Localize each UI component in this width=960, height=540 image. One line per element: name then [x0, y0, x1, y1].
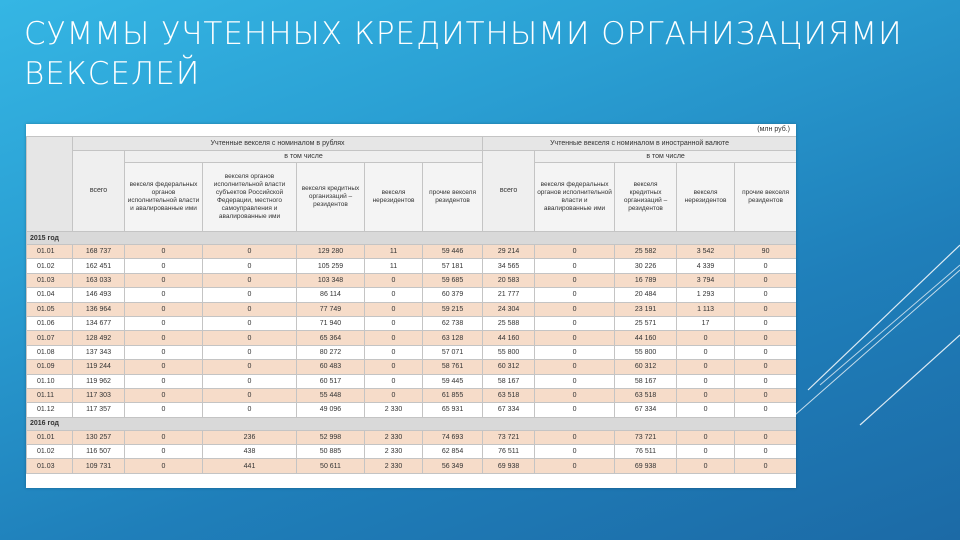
table-cell: 0	[203, 388, 297, 402]
table-row	[27, 360, 797, 374]
row-date-cell: 01.09	[27, 360, 73, 374]
col-header-credit-rub: векселя кредитных организаций – резидентов	[297, 163, 365, 232]
row-date-cell: 01.02	[27, 259, 73, 273]
table-cell: 4 339	[677, 259, 735, 273]
col-header-total-rub: всего	[73, 151, 125, 232]
group-header-rub: Учтенные векселя с номиналом в рублях	[73, 137, 483, 151]
col-header-credit-fx: векселя кредитных организаций – резидентов	[615, 163, 677, 232]
table-cell: 0	[203, 374, 297, 388]
table-cell: 58 167	[483, 374, 535, 388]
table-cell: 162 451	[73, 259, 125, 273]
table-cell: 60 517	[297, 374, 365, 388]
table-cell: 136 964	[73, 302, 125, 316]
table-cell: 0	[735, 445, 796, 459]
table-row	[27, 374, 797, 388]
table-cell: 0	[125, 388, 203, 402]
table-cell: 0	[125, 316, 203, 330]
table-row	[27, 288, 797, 302]
table-cell: 2 330	[365, 430, 423, 444]
table-cell: 0	[125, 430, 203, 444]
table-cell: 129 280	[297, 245, 365, 259]
table-cell: 0	[125, 302, 203, 316]
table-cell: 0	[365, 316, 423, 330]
table-cell: 73 721	[615, 430, 677, 444]
table-cell: 49 096	[297, 403, 365, 417]
table-cell: 0	[125, 445, 203, 459]
table-cell: 0	[735, 388, 796, 402]
table-cell: 0	[535, 459, 615, 473]
table-cell: 50 611	[297, 459, 365, 473]
table-cell: 0	[677, 360, 735, 374]
table-cell: 0	[535, 245, 615, 259]
table-cell: 168 737	[73, 245, 125, 259]
table-cell: 0	[125, 331, 203, 345]
table-cell: 11	[365, 245, 423, 259]
table-cell: 0	[125, 245, 203, 259]
including-header-rub: в том числе	[125, 151, 483, 163]
table-cell: 25 582	[615, 245, 677, 259]
table-cell: 441	[203, 459, 297, 473]
table-row	[27, 331, 797, 345]
table-cell: 1 113	[677, 302, 735, 316]
table-cell: 130 257	[73, 430, 125, 444]
table-cell: 0	[735, 331, 796, 345]
table-cell: 0	[735, 459, 796, 473]
table-cell: 65 931	[423, 403, 483, 417]
table-cell: 52 998	[297, 430, 365, 444]
slide-title-line-1: СУММЫ УЧТЕННЫХ КРЕДИТНЫМИ ОРГАНИЗАЦИЯМИ	[24, 16, 903, 52]
col-header-other-rub: прочие векселя резидентов	[423, 163, 483, 232]
table-cell: 0	[535, 259, 615, 273]
table-cell: 0	[203, 345, 297, 359]
table-cell: 146 493	[73, 288, 125, 302]
slide-title-line-2: ВЕКСЕЛЕЙ	[24, 56, 201, 92]
table-cell: 25 571	[615, 316, 677, 330]
table-cell: 59 445	[423, 374, 483, 388]
table-cell: 0	[203, 316, 297, 330]
table-cell: 76 511	[615, 445, 677, 459]
table-cell: 86 114	[297, 288, 365, 302]
table-cell: 137 343	[73, 345, 125, 359]
table-cell: 128 492	[73, 331, 125, 345]
year-label: 2015 год	[27, 232, 797, 245]
year-row	[27, 417, 797, 430]
row-date-cell: 01.01	[27, 430, 73, 444]
table-row	[27, 388, 797, 402]
table-cell: 105 259	[297, 259, 365, 273]
table-cell: 71 940	[297, 316, 365, 330]
col-header-other-fx: прочие векселя резидентов	[735, 163, 796, 232]
table-cell: 34 565	[483, 259, 535, 273]
table-cell: 0	[125, 374, 203, 388]
table-cell: 63 128	[423, 331, 483, 345]
row-date-cell: 01.02	[27, 445, 73, 459]
col-header-fed-fx: векселя федеральных органов исполнительной власти и авалированные ими	[535, 163, 615, 232]
table-cell: 0	[365, 273, 423, 287]
row-date-cell: 01.07	[27, 331, 73, 345]
col-header-nonres-fx: векселя нерезидентов	[677, 163, 735, 232]
table-cell: 0	[535, 302, 615, 316]
table-cell: 0	[535, 331, 615, 345]
table-row	[27, 273, 797, 287]
table-cell: 67 334	[615, 403, 677, 417]
table-cell: 119 244	[73, 360, 125, 374]
table-row	[27, 459, 797, 473]
row-date-cell: 01.04	[27, 288, 73, 302]
year-row	[27, 232, 797, 245]
table-cell: 0	[125, 459, 203, 473]
table-cell: 103 348	[297, 273, 365, 287]
table-cell: 16 789	[615, 273, 677, 287]
table-cell: 55 800	[483, 345, 535, 359]
table-cell: 0	[203, 288, 297, 302]
table-cell: 116 507	[73, 445, 125, 459]
row-date-cell: 01.10	[27, 374, 73, 388]
table-cell: 1 293	[677, 288, 735, 302]
col-header-total-fx: всего	[483, 151, 535, 232]
table-cell: 0	[677, 430, 735, 444]
table-cell: 21 777	[483, 288, 535, 302]
table-row	[27, 345, 797, 359]
table-cell: 69 938	[615, 459, 677, 473]
table-cell: 20 583	[483, 273, 535, 287]
table-cell: 134 677	[73, 316, 125, 330]
table-cell: 0	[365, 360, 423, 374]
table-cell: 55 800	[615, 345, 677, 359]
table-cell: 0	[535, 345, 615, 359]
table-cell: 0	[125, 259, 203, 273]
table-cell: 0	[735, 316, 796, 330]
table-cell: 2 330	[365, 445, 423, 459]
row-date-cell: 01.08	[27, 345, 73, 359]
row-date-cell: 01.12	[27, 403, 73, 417]
table-cell: 0	[125, 288, 203, 302]
table-cell: 59 685	[423, 273, 483, 287]
table-cell: 0	[535, 403, 615, 417]
row-date-cell: 01.05	[27, 302, 73, 316]
table-cell: 61 855	[423, 388, 483, 402]
table-row	[27, 245, 797, 259]
table-cell: 0	[535, 374, 615, 388]
table-cell: 0	[735, 360, 796, 374]
table-cell: 57 071	[423, 345, 483, 359]
col-header-reg-rub: векселя органов исполнительной власти субъектов Российской Федерации, местного самоуправления и авалированные ими	[203, 163, 297, 232]
table-cell: 0	[535, 316, 615, 330]
table-cell: 163 033	[73, 273, 125, 287]
table-cell: 74 693	[423, 430, 483, 444]
table-cell: 0	[735, 273, 796, 287]
table-cell: 59 446	[423, 245, 483, 259]
table-cell: 0	[365, 331, 423, 345]
table-cell: 117 303	[73, 388, 125, 402]
table-cell: 62 738	[423, 316, 483, 330]
table-cell: 0	[535, 430, 615, 444]
table-cell: 0	[203, 273, 297, 287]
table-cell: 0	[735, 259, 796, 273]
table-cell: 58 761	[423, 360, 483, 374]
row-date-cell: 01.11	[27, 388, 73, 402]
row-date-cell: 01.01	[27, 245, 73, 259]
table-body	[27, 232, 797, 474]
table-cell: 0	[125, 273, 203, 287]
table-row	[27, 302, 797, 316]
col-header-fed-rub: векселя федеральных органов исполнительной власти и авалированные ими	[125, 163, 203, 232]
table-cell: 0	[365, 374, 423, 388]
table-cell: 0	[203, 403, 297, 417]
table-cell: 56 349	[423, 459, 483, 473]
table-cell: 0	[535, 445, 615, 459]
table-cell: 2 330	[365, 403, 423, 417]
table-cell: 60 312	[615, 360, 677, 374]
bills-table-image	[26, 124, 796, 488]
table-cell: 0	[735, 288, 796, 302]
table-cell: 76 511	[483, 445, 535, 459]
table-cell: 24 304	[483, 302, 535, 316]
table-cell: 0	[203, 302, 297, 316]
table-cell: 60 379	[423, 288, 483, 302]
table-cell: 0	[203, 331, 297, 345]
table-cell: 0	[677, 331, 735, 345]
table-cell: 60 483	[297, 360, 365, 374]
table-cell: 0	[125, 403, 203, 417]
table-cell: 0	[677, 445, 735, 459]
corner-cell	[27, 137, 73, 232]
table-cell: 73 721	[483, 430, 535, 444]
table-cell: 30 226	[615, 259, 677, 273]
table-cell: 117 357	[73, 403, 125, 417]
table-cell: 0	[677, 388, 735, 402]
table-cell: 63 518	[483, 388, 535, 402]
col-header-nonres-rub: векселя нерезидентов	[365, 163, 423, 232]
table-row	[27, 403, 797, 417]
table-cell: 0	[203, 245, 297, 259]
table-cell: 0	[535, 388, 615, 402]
table-cell: 0	[677, 345, 735, 359]
table-cell: 80 272	[297, 345, 365, 359]
table-cell: 0	[735, 374, 796, 388]
table-cell: 60 312	[483, 360, 535, 374]
table-cell: 59 215	[423, 302, 483, 316]
table-cell: 3 542	[677, 245, 735, 259]
table-cell: 57 181	[423, 259, 483, 273]
table-cell: 0	[735, 345, 796, 359]
table-cell: 0	[535, 360, 615, 374]
table-cell: 0	[677, 459, 735, 473]
table-cell: 2 330	[365, 459, 423, 473]
table-row	[27, 445, 797, 459]
table-cell: 0	[203, 360, 297, 374]
table-cell: 69 938	[483, 459, 535, 473]
table-cell: 17	[677, 316, 735, 330]
table-cell: 25 588	[483, 316, 535, 330]
table-cell: 55 448	[297, 388, 365, 402]
table-cell: 0	[677, 403, 735, 417]
group-header-fx: Учтенные векселя с номиналом в иностранной валюте	[483, 137, 796, 151]
table-cell: 0	[203, 259, 297, 273]
table-row	[27, 316, 797, 330]
table-cell: 58 167	[615, 374, 677, 388]
slide-title	[24, 14, 954, 94]
table-row	[27, 430, 797, 444]
table-cell: 0	[365, 388, 423, 402]
table-cell: 77 749	[297, 302, 365, 316]
table-row	[27, 259, 797, 273]
table-cell: 62 854	[423, 445, 483, 459]
table-cell: 50 885	[297, 445, 365, 459]
table-cell: 3 794	[677, 273, 735, 287]
table-cell: 23 191	[615, 302, 677, 316]
table-cell: 0	[735, 430, 796, 444]
table-cell: 63 518	[615, 388, 677, 402]
table-cell: 67 334	[483, 403, 535, 417]
table-cell: 44 160	[615, 331, 677, 345]
table-cell: 119 962	[73, 374, 125, 388]
decorative-lines	[780, 230, 960, 430]
table-cell: 0	[735, 403, 796, 417]
row-date-cell: 01.03	[27, 273, 73, 287]
table-cell: 11	[365, 259, 423, 273]
bills-table	[26, 136, 796, 474]
table-cell: 0	[365, 302, 423, 316]
table-cell: 44 160	[483, 331, 535, 345]
row-date-cell: 01.06	[27, 316, 73, 330]
table-cell: 0	[125, 360, 203, 374]
including-header-fx: в том числе	[535, 151, 796, 163]
table-cell: 0	[365, 345, 423, 359]
table-cell: 0	[735, 302, 796, 316]
table-cell: 20 484	[615, 288, 677, 302]
table-cell: 438	[203, 445, 297, 459]
table-cell: 0	[365, 288, 423, 302]
row-date-cell: 01.03	[27, 459, 73, 473]
table-cell: 236	[203, 430, 297, 444]
table-cell: 0	[535, 288, 615, 302]
unit-label: (млн руб.)	[757, 126, 790, 133]
table-cell: 0	[677, 374, 735, 388]
table-cell: 29 214	[483, 245, 535, 259]
table-cell: 109 731	[73, 459, 125, 473]
year-label: 2016 год	[27, 417, 797, 430]
table-cell: 90	[735, 245, 796, 259]
table-cell: 65 364	[297, 331, 365, 345]
table-cell: 0	[535, 273, 615, 287]
table-cell: 0	[125, 345, 203, 359]
